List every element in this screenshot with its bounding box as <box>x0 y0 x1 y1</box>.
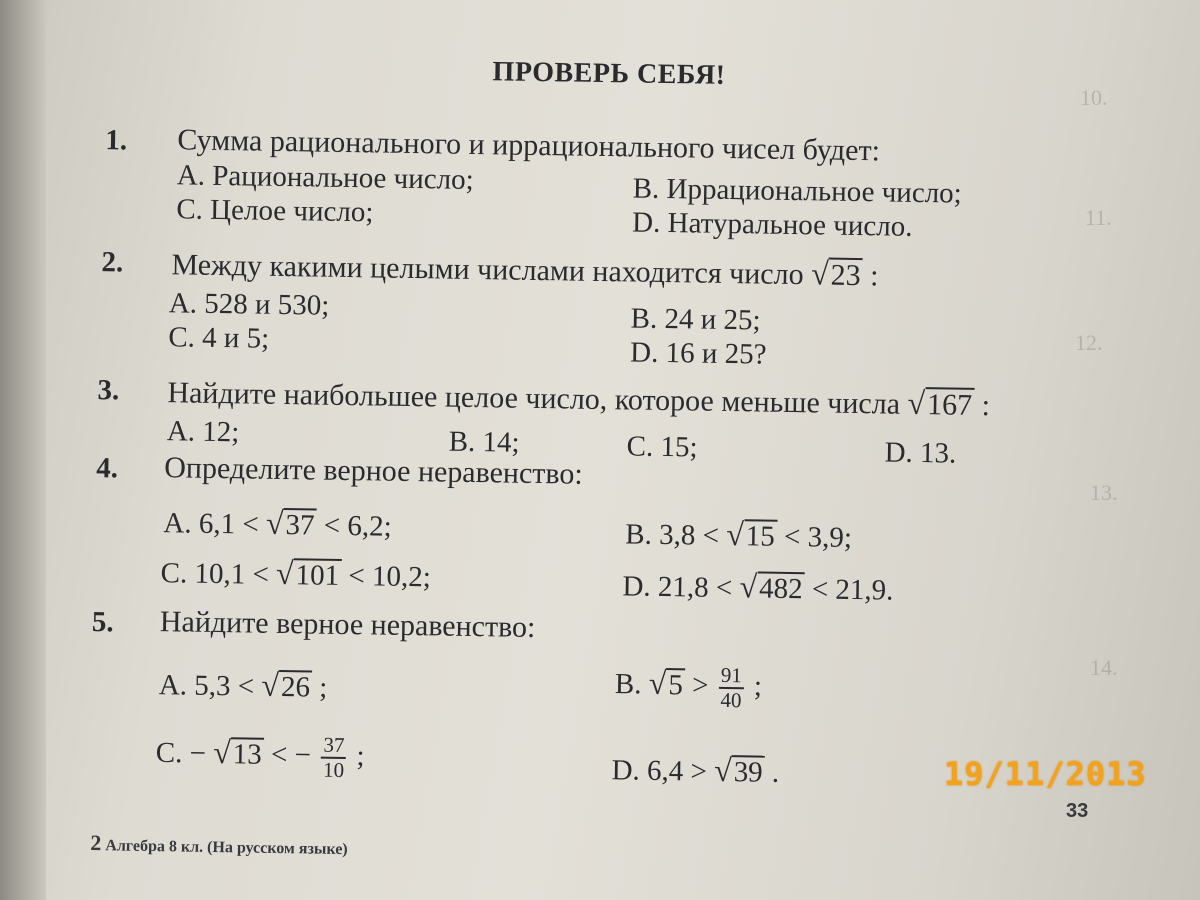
show-through-text: 14. <box>1090 655 1118 680</box>
radical-sign: √ <box>265 504 284 542</box>
square-root <box>811 255 863 293</box>
option-prefix: C. − <box>155 736 207 770</box>
sheet-number: 2 <box>90 830 102 856</box>
square-root <box>266 505 317 543</box>
square-root <box>739 568 805 606</box>
option-suffix: < 21,9. <box>811 573 894 607</box>
question-text <box>167 373 990 423</box>
option-d: D. Натуральное число. <box>631 206 913 243</box>
radicand: 5 <box>666 668 685 701</box>
option-prefix: B. <box>614 667 642 701</box>
radical-sign: √ <box>275 554 294 592</box>
square-root <box>276 555 342 593</box>
square-root <box>213 734 264 772</box>
question-number: 2. <box>101 246 124 279</box>
question-text: Найдите верное неравенство: <box>159 605 536 644</box>
option-suffix: . <box>771 756 780 789</box>
page-number: 33 <box>1066 800 1089 822</box>
option-prefix: D. 6,4 > <box>611 754 708 788</box>
option-prefix: D. 21,8 < <box>622 570 733 605</box>
option-c: C. 15; <box>626 430 698 464</box>
option-d: D. 16 и 25? <box>629 336 767 371</box>
page-title: ПРОВЕРЬ СЕБЯ! <box>492 56 726 91</box>
fraction-numerator: 91 <box>719 664 744 689</box>
radicand: 167 <box>925 387 975 421</box>
fraction <box>718 664 744 713</box>
option-b: B. Иррациональное число; <box>632 172 962 210</box>
question-text-body: Между какими целыми числами находится число <box>171 248 804 292</box>
square-root <box>907 385 974 423</box>
question-number: 5. <box>91 606 114 639</box>
fraction-denominator: 40 <box>720 688 742 713</box>
radicand: 37 <box>283 508 317 541</box>
radical-sign: √ <box>713 751 733 789</box>
square-root <box>649 665 686 703</box>
radicand: 23 <box>828 258 863 292</box>
show-through-text: 11. <box>1085 205 1112 230</box>
square-root <box>714 752 765 790</box>
radical-sign: √ <box>810 255 829 292</box>
option-suffix: ; <box>356 739 365 773</box>
fraction-denominator: 10 <box>322 757 345 783</box>
option-d <box>611 750 779 790</box>
option-b <box>625 514 852 555</box>
show-through-text: 10. <box>1080 85 1108 110</box>
radicand: 13 <box>231 737 265 770</box>
option-c: C. 4 и 5; <box>168 321 270 355</box>
option-c <box>155 731 365 782</box>
question-text <box>171 245 879 293</box>
option-suffix: ; <box>753 670 763 703</box>
camera-date-stamp: 19/11/2013 <box>944 755 1147 793</box>
book-gutter <box>0 0 46 900</box>
fraction-numerator: 37 <box>321 734 346 759</box>
option-suffix: < 10,2; <box>348 560 432 594</box>
option-suffix: < 6,2; <box>323 509 392 543</box>
radical-sign: √ <box>739 568 758 605</box>
question-number: 1. <box>105 124 128 157</box>
question-text: Определите верное неравенство: <box>164 451 583 491</box>
option-d <box>622 566 894 607</box>
option-a <box>163 503 392 544</box>
option-b: B. 24 и 25; <box>630 302 761 337</box>
show-through-text: 12. <box>1075 330 1103 355</box>
option-b: B. 14; <box>448 425 520 459</box>
question-text-body: Найдите наибольшее целое число, которое меньше числа <box>167 376 901 421</box>
option-prefix: A. 6,1 < <box>163 507 259 541</box>
radicand: 39 <box>731 755 765 788</box>
option-suffix: ; <box>318 671 328 704</box>
option-a: A. Рациональное число; <box>176 159 474 196</box>
question-text: Сумма рационального и иррационального чисел будет: <box>177 123 881 168</box>
option-c: C. Целое число; <box>176 193 374 229</box>
radicand: 101 <box>293 558 341 591</box>
radicand: 26 <box>279 670 313 703</box>
option-suffix: < 3,9; <box>783 520 853 554</box>
radical-sign: √ <box>648 664 667 701</box>
radical-sign: √ <box>213 733 232 770</box>
option-operator: < − <box>270 738 312 772</box>
option-prefix: A. 5,3 < <box>158 669 255 703</box>
page-footer <box>90 830 348 860</box>
option-b <box>615 662 763 712</box>
book-title: Алгебра 8 кл. (На русском языке) <box>105 837 348 859</box>
option-c <box>160 553 431 594</box>
show-through-text: 13. <box>1090 480 1118 505</box>
option-d: D. 13. <box>884 436 957 470</box>
fraction <box>321 734 347 783</box>
radicand: 482 <box>757 571 805 604</box>
radical-sign: √ <box>261 666 280 703</box>
radicand: 15 <box>744 519 778 552</box>
question-end: : <box>981 388 991 423</box>
question-number: 3. <box>97 374 120 407</box>
question-end: : <box>869 259 879 293</box>
option-a: A. 12; <box>166 415 240 449</box>
radical-sign: √ <box>907 384 926 422</box>
radical-sign: √ <box>725 515 745 553</box>
option-operator: > <box>691 669 709 702</box>
option-prefix: B. 3,8 < <box>625 518 720 552</box>
square-root <box>726 516 777 554</box>
option-a <box>159 665 328 705</box>
question-number: 4. <box>96 452 119 485</box>
option-a: A. 528 и 530; <box>168 287 330 322</box>
square-root <box>261 667 312 705</box>
option-prefix: C. 10,1 < <box>160 557 270 591</box>
